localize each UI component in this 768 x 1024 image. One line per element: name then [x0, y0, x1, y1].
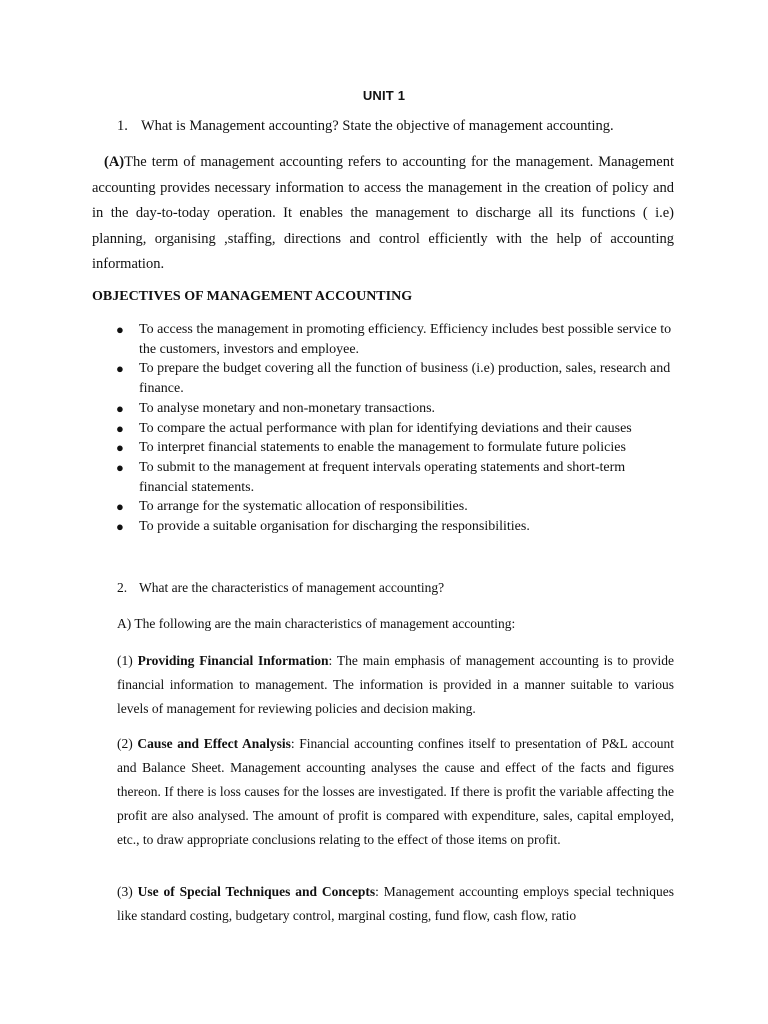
objective-text: To interpret financial statements to enable the management to formulate future policies	[139, 440, 626, 456]
objective-text: To arrange for the systematic allocation of responsibilities.	[139, 499, 468, 515]
characteristic-text: : Management accounting employs special techniques like standard costing, budgetary control, marginal costing, fund flow, cash flow, ratio	[117, 884, 674, 923]
list-item	[92, 517, 674, 537]
objective-text: To provide a suitable organisation for discharging the responsibilities.	[139, 519, 530, 535]
answer-2-intro: A) The following are the main characteristics of management accounting:	[117, 616, 516, 631]
list-item	[92, 419, 674, 439]
characteristic-prefix: (2)	[117, 736, 138, 751]
answer-1	[92, 150, 674, 278]
bullet-icon: ●	[116, 420, 124, 436]
characteristic-1	[117, 649, 674, 721]
objective-text: To access the management in promoting efficiency. Efficiency includes best possible service to the customers, investors and employee.	[139, 322, 672, 357]
answer-1-lead: (A)	[104, 154, 125, 170]
question-2-text: What are the characteristics of management accounting?	[139, 580, 445, 595]
question-1	[117, 118, 614, 135]
bullet-icon: ●	[116, 400, 124, 416]
list-item	[92, 438, 674, 458]
list-item	[92, 458, 674, 497]
answer-1-text: The term of management accounting refers to accounting for the management. Management accounting provides necessary information to access the management in the creation of policy and in the day-to-today operation. It enables the management to discharge all its functions ( i.e) planning, organising ,staffing, directions and control efficiently with the help of accounting information.	[92, 154, 674, 272]
objective-text: To submit to the management at frequent intervals operating statements and short-term financial statements.	[139, 459, 626, 495]
characteristic-text: : Financial accounting confines itself to presentation of P&L account and Balance Sheet. Management accounting analyses the cause and effect of the facts and figures thereon. If there is loss causes for the losses are investigated. If there is profit the variable affecting the profit are also analysed. The amount of profit is compared with expenditure, sales, capital employed, etc., to draw appropriate conclusions relating to the effect of those items on profit.	[117, 736, 674, 847]
characteristic-title: Providing Financial Information	[137, 653, 329, 668]
question-1-text: What is Management accounting? State the objective of management accounting.	[141, 118, 614, 134]
characteristic-title: Use of Special Techniques and Concepts	[137, 884, 376, 899]
question-2-number: 2.	[117, 580, 128, 595]
characteristic-3	[117, 880, 674, 928]
objectives-heading: OBJECTIVES OF MANAGEMENT ACCOUNTING	[92, 289, 413, 304]
characteristic-prefix: (1)	[117, 653, 138, 668]
list-item	[92, 399, 674, 419]
bullet-icon: ●	[116, 440, 124, 456]
bullet-icon: ●	[116, 322, 124, 337]
question-2	[117, 580, 444, 596]
objective-text: To analyse monetary and non-monetary transactions.	[139, 400, 436, 416]
objectives-list	[92, 320, 674, 537]
question-1-number: 1.	[117, 118, 128, 134]
bullet-icon: ●	[116, 459, 124, 475]
objective-text: To compare the actual performance with plan for identifying deviations and their causes	[139, 420, 632, 436]
bullet-icon: ●	[116, 519, 124, 535]
characteristic-title: Cause and Effect Analysis	[137, 736, 291, 751]
list-item	[92, 359, 674, 398]
bullet-icon: ●	[116, 361, 124, 377]
characteristic-2	[117, 732, 674, 852]
list-item	[92, 320, 674, 359]
characteristic-prefix: (3)	[117, 884, 138, 899]
characteristic-text: : The main emphasis of management accounting is to provide financial information to management. The information is provided in a manner suitable to various levels of management for reviewing policies and decision making.	[117, 653, 674, 716]
bullet-icon: ●	[116, 499, 124, 515]
objective-text: To prepare the budget covering all the function of business (i.e) production, sales, research and finance.	[139, 361, 671, 397]
unit-title: UNIT 1	[362, 88, 406, 103]
list-item	[92, 497, 674, 517]
